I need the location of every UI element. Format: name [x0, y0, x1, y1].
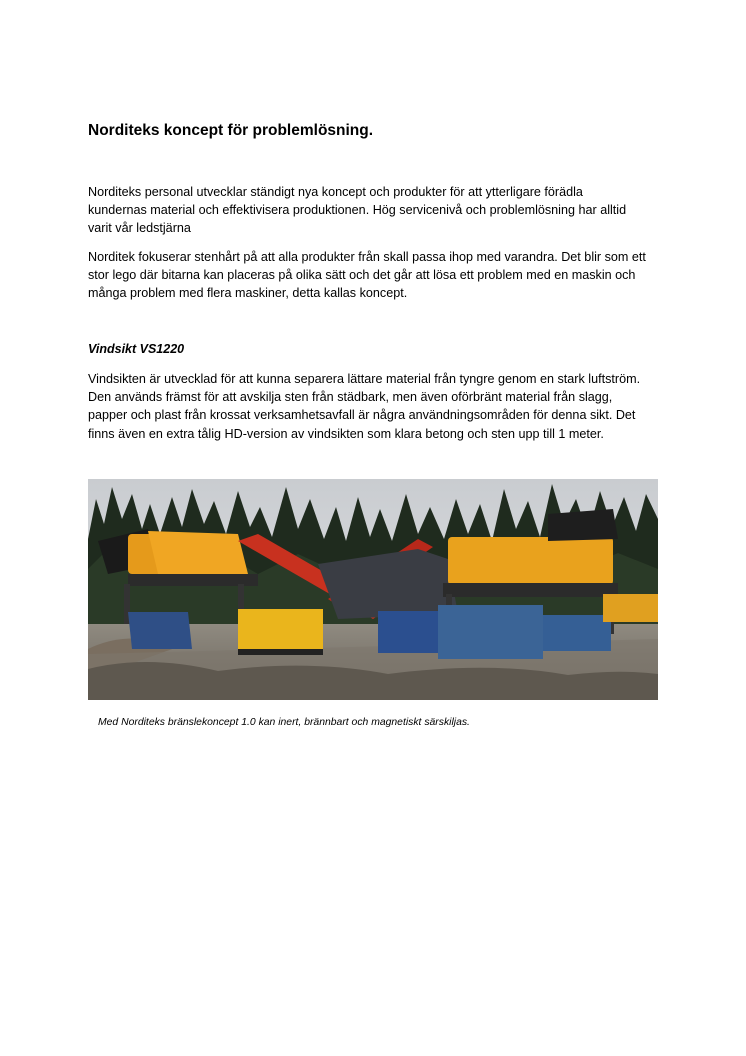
focus-line: många problem med flera maskiner, detta kallas koncept.: [88, 286, 408, 301]
section-paragraph: [88, 370, 668, 443]
intro-paragraph: [88, 183, 668, 238]
section-line: finns även en extra tålig HD-version av vindsikten som klara betong och sten upp till 1 meter.: [88, 426, 604, 441]
section-line: Den används främst för att avskilja sten från städbark, men även oförbränt material från slagg,: [88, 390, 613, 405]
section-line: Vindsikten är utvecklad för att kunna separera lättare material från tyngre genom en stark luftström.: [88, 372, 641, 386]
section-line: papper och plast från krossat verksamhetsavfall är några användningsområden för denna sikt. Det: [88, 408, 636, 423]
focus-line: Norditek fokuserar stenhårt på att alla produkter från skall passa ihop med varandra. Det blir som ett: [88, 250, 646, 264]
machinery-photo: [88, 479, 658, 700]
focus-paragraph: [88, 248, 668, 303]
intro-line: kundernas material och effektivisera produktionen. Hög servicenivå och problemlösning har alltid: [88, 203, 627, 218]
section-title: Vindsikt VS1220: [88, 342, 185, 356]
page-title: Norditeks koncept för problemlösning.: [88, 122, 374, 139]
photo-caption: Med Norditeks bränslekoncept 1.0 kan inert, brännbart och magnetiskt särskiljas.: [98, 717, 470, 728]
intro-line: varit vår ledstjärna: [88, 221, 191, 236]
intro-line: Norditeks personal utvecklar ständigt nya koncept och produkter för att ytterligare förädla: [88, 185, 583, 199]
focus-line: stor lego där bitarna kan placeras på olika sätt och det går att lösa ett problem med en maskin och: [88, 268, 636, 283]
